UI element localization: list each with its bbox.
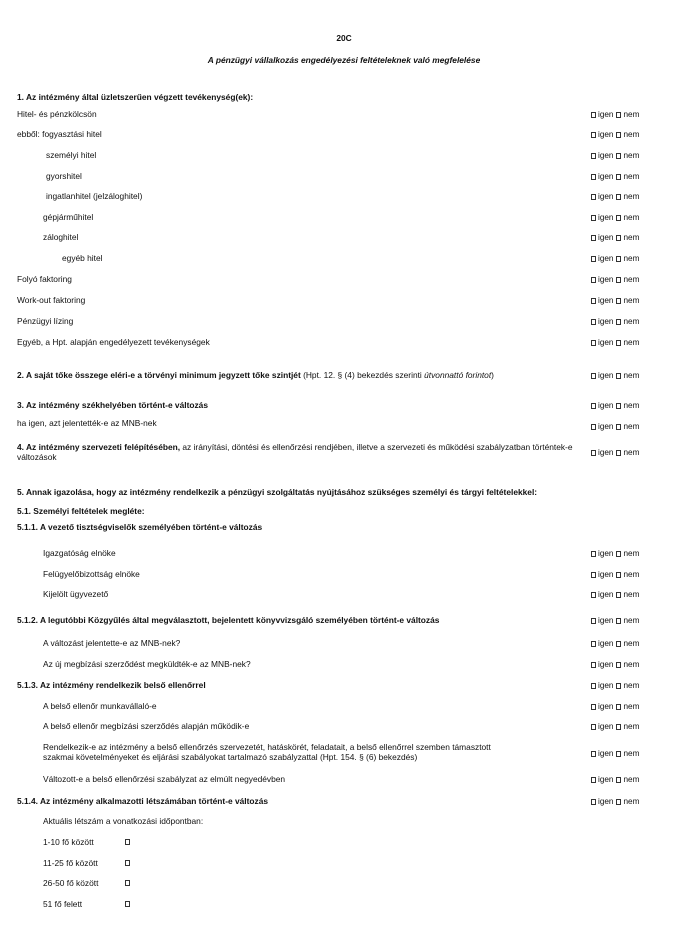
no-checkbox[interactable] [616, 340, 621, 346]
yes-checkbox[interactable] [591, 174, 596, 180]
no-checkbox[interactable] [616, 724, 621, 730]
range-checkbox[interactable] [125, 880, 130, 886]
no-checkbox[interactable] [616, 618, 621, 624]
yes-checkbox[interactable] [591, 572, 596, 578]
activity-row: ingatlanhitel (jelzáloghitel) igen nem [46, 191, 640, 201]
officer-row: Igazgatóság elnöke igen nem [43, 548, 640, 558]
activity-row: gyorshitel igen nem [46, 171, 640, 181]
yes-checkbox[interactable] [591, 618, 596, 624]
internal-audit-rules-row: Rendelkezik-e az intézmény a belső ellenőrzés szervezetét, hatáskörét, feladatait, a belső ellenőrrel szemben támasztott szakmai követelményeket és eljárási szabályokat tartalmazó szabályzattal (Hpt. 154. § (6) bekezdés) igen nem [43, 742, 640, 762]
yes-no-options: igen nem [591, 614, 639, 627]
no-checkbox[interactable] [616, 777, 621, 783]
yes-checkbox[interactable] [591, 256, 596, 262]
activity-row: gépjárműhitel igen nem [43, 212, 640, 222]
activity-row: Hitel- és pénzkölcsön igen nem [17, 109, 640, 119]
no-checkbox[interactable] [616, 256, 621, 262]
range-checkbox[interactable] [125, 839, 130, 845]
officer-row: Kijelölt ügyvezető igen nem [43, 589, 640, 599]
range-checkbox[interactable] [125, 860, 130, 866]
headcount-range-row: 51 fő felett [0, 898, 688, 911]
page-title: A pénzügyi vállalkozás engedélyezési feltételeknek való megfelelése [207, 55, 481, 65]
yes-no-options: igen nem [591, 128, 639, 141]
yes-checkbox[interactable] [591, 340, 596, 346]
yes-checkbox[interactable] [591, 724, 596, 730]
section-5-1-1-heading: 5.1.1. A vezető tisztségviselők személyében történt-e változás [17, 522, 263, 532]
yes-checkbox[interactable] [591, 704, 596, 710]
yes-checkbox[interactable] [591, 777, 596, 783]
yes-no-options: igen nem [591, 547, 639, 560]
section-5-1-heading: 5.1. Személyi feltételek megléte: [17, 506, 145, 516]
yes-no-options: igen nem [591, 108, 639, 121]
yes-checkbox[interactable] [591, 132, 596, 138]
yes-no-options: igen nem [591, 446, 639, 459]
yes-no-options: igen nem [591, 588, 639, 601]
activity-row: személyi hitel igen nem [46, 150, 640, 160]
yes-no-options: igen nem [591, 637, 639, 650]
yes-checkbox[interactable] [591, 153, 596, 159]
yes-no-options: igen nem [591, 679, 639, 692]
activity-row: egyéb hitel igen nem [62, 253, 640, 263]
no-checkbox[interactable] [616, 215, 621, 221]
yes-checkbox[interactable] [591, 450, 596, 456]
yes-no-options: igen nem [591, 773, 639, 786]
no-checkbox[interactable] [616, 319, 621, 325]
headcount-subheading: Aktuális létszám a vonatkozási időpontban: [43, 816, 204, 826]
yes-checkbox[interactable] [591, 592, 596, 598]
yes-no-options: igen nem [591, 170, 639, 183]
yes-checkbox[interactable] [591, 298, 596, 304]
yes-checkbox[interactable] [591, 641, 596, 647]
section-2-row: 2. A saját tőke összege eléri-e a törvényi minimum jegyzett tőke szintjét (Hpt. 12. § (4) bekezdés szerinti útvonnattó forintot) igen nem [17, 370, 640, 380]
auditor-row: A változást jelentette-e az MNB-nek? igen nem [43, 638, 640, 648]
yes-checkbox[interactable] [591, 215, 596, 221]
officer-row: Felügyelőbizottság elnöke igen nem [43, 569, 640, 579]
yes-no-options: igen nem [591, 294, 639, 307]
headcount-range-row: 1-10 fő között [0, 836, 688, 849]
headcount-range-row: 26-50 fő között [0, 877, 688, 890]
no-checkbox[interactable] [616, 373, 621, 379]
activity-row: Pénzügyi lízing igen nem [17, 316, 640, 326]
section-5-1-3-heading-row: 5.1.3. Az intézmény rendelkezik belső ellenőrrel igen nem [17, 680, 640, 690]
section-5-1-4-heading-row: 5.1.4. Az intézmény alkalmazotti létszámában történt-e változás igen nem [17, 796, 640, 806]
internal-auditor-row: Változott-e a belső ellenőrzési szabályzat az elmúlt negyedévben igen nem [43, 774, 640, 784]
activity-row: ebből: fogyasztási hitel igen nem [17, 129, 640, 139]
no-checkbox[interactable] [616, 751, 621, 757]
yes-no-options: igen nem [591, 399, 639, 412]
no-checkbox[interactable] [616, 112, 621, 118]
yes-no-options: igen nem [591, 336, 639, 349]
auditor-row: Az új megbízási szerződést megküldték-e az MNB-nek? igen nem [43, 659, 640, 669]
yes-checkbox[interactable] [591, 277, 596, 283]
no-checkbox[interactable] [616, 298, 621, 304]
no-checkbox[interactable] [616, 194, 621, 200]
yes-no-options: igen nem [591, 420, 639, 433]
no-checkbox[interactable] [616, 235, 621, 241]
yes-checkbox[interactable] [591, 403, 596, 409]
yes-no-options: igen nem [591, 747, 639, 760]
yes-checkbox[interactable] [591, 319, 596, 325]
range-checkbox[interactable] [125, 901, 130, 907]
yes-no-options: igen nem [591, 211, 639, 224]
section-5-1-2-heading-row: 5.1.2. A legutóbbi Közgyűlés által megválasztott, bejelentett könyvvizsgáló személyében történt-e változás igen nem [17, 615, 640, 625]
yes-no-options: igen nem [591, 252, 639, 265]
internal-auditor-row: A belső ellenőr munkavállaló-e igen nem [43, 701, 640, 711]
no-checkbox[interactable] [616, 641, 621, 647]
no-checkbox[interactable] [616, 174, 621, 180]
yes-no-options: igen nem [591, 149, 639, 162]
yes-no-options: igen nem [591, 720, 639, 733]
no-checkbox[interactable] [616, 572, 621, 578]
yes-checkbox[interactable] [591, 373, 596, 379]
yes-no-options: igen nem [591, 658, 639, 671]
yes-no-options: igen nem [591, 568, 639, 581]
no-checkbox[interactable] [616, 799, 621, 805]
page-code: 20C [336, 33, 352, 43]
no-checkbox[interactable] [616, 450, 621, 456]
section-3-sub-row: ha igen, azt jelentették-e az MNB-nek igen nem [17, 418, 640, 431]
no-checkbox[interactable] [616, 592, 621, 598]
yes-no-options: igen nem [591, 700, 639, 713]
section-5-heading: 5. Annak igazolása, hogy az intézmény rendelkezik a pénzügyi szolgáltatás nyújtásához szükséges személyi és tárgyi feltételekkel: [17, 487, 538, 497]
no-checkbox[interactable] [616, 704, 621, 710]
yes-checkbox[interactable] [591, 112, 596, 118]
activity-row: Egyéb, a Hpt. alapján engedélyezett tevékenységek igen nem [17, 337, 640, 347]
yes-no-options: igen nem [591, 795, 639, 808]
yes-checkbox[interactable] [591, 424, 596, 430]
yes-checkbox[interactable] [591, 683, 596, 689]
yes-checkbox[interactable] [591, 662, 596, 668]
yes-no-options: igen nem [591, 315, 639, 328]
no-checkbox[interactable] [616, 424, 621, 430]
yes-checkbox[interactable] [591, 551, 596, 557]
no-checkbox[interactable] [616, 153, 621, 159]
internal-auditor-row: A belső ellenőr megbízási szerződés alapján működik-e igen nem [43, 721, 640, 731]
yes-checkbox[interactable] [591, 799, 596, 805]
yes-no-options: igen nem [591, 273, 639, 286]
yes-no-options: igen nem [591, 231, 639, 244]
yes-checkbox[interactable] [591, 235, 596, 241]
no-checkbox[interactable] [616, 277, 621, 283]
yes-no-options: igen nem [591, 369, 639, 382]
activity-row: Folyó faktoring igen nem [17, 274, 640, 284]
no-checkbox[interactable] [616, 403, 621, 409]
section-3-heading-row: 3. Az intézmény székhelyében történt-e változás igen nem [17, 400, 640, 410]
yes-checkbox[interactable] [591, 194, 596, 200]
no-checkbox[interactable] [616, 662, 621, 668]
activity-row: záloghitel igen nem [43, 232, 640, 242]
no-checkbox[interactable] [616, 683, 621, 689]
headcount-range-row: 11-25 fő között [0, 857, 688, 870]
section-1-heading: 1. Az intézmény által üzletszerűen végzett tevékenység(ek): [17, 92, 254, 102]
yes-checkbox[interactable] [591, 751, 596, 757]
no-checkbox[interactable] [616, 132, 621, 138]
no-checkbox[interactable] [616, 551, 621, 557]
yes-no-options: igen nem [591, 190, 639, 203]
section-4-row: 4. Az intézmény szervezeti felépítésében, az irányítási, döntési és ellenőrzési rendjében, illetve a szervezeti és működési szabályzatban történtek-e változások igen nem [17, 442, 640, 462]
activity-row: Work-out faktoring igen nem [17, 295, 640, 305]
